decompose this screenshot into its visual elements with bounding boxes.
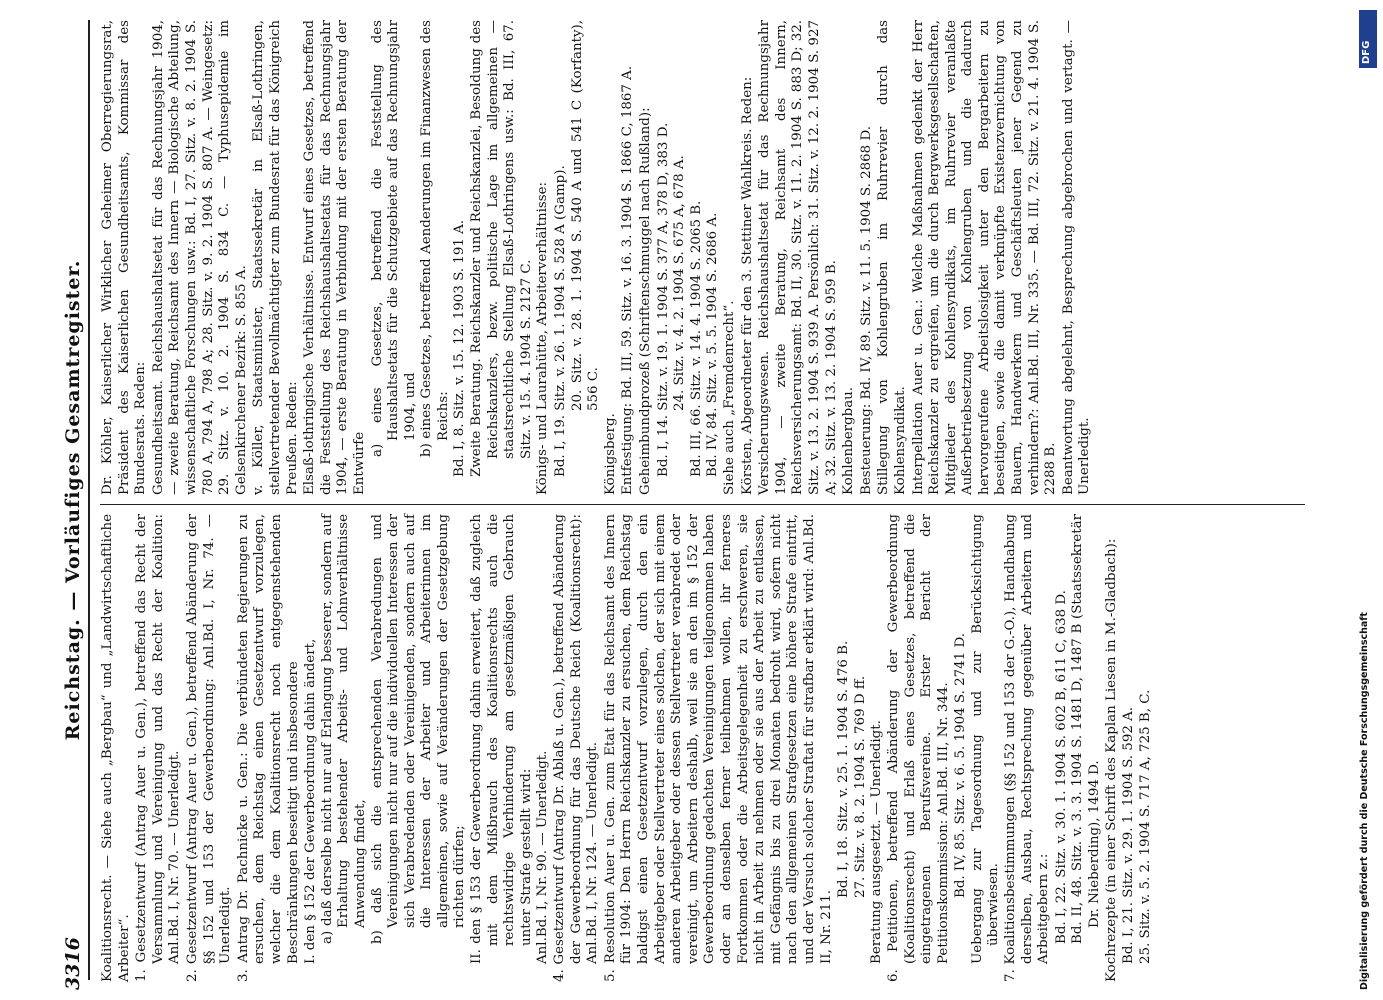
register-entry: Bd. II, 48. Sitz. v. 3. 3. 1904 S. 1481 D, 1487 B (Staatssekretär Dr. Nieberding), 1494 D. (1070, 514, 1103, 944)
digitization-note (1359, 10, 1375, 990)
register-entry: Siehe auch „Fremdenrecht“. (721, 300, 737, 495)
register-entry: Koalitionsrecht. — Siehe auch „Bergbau“ und „Landwirtschaftliche Arbeiter“. (100, 514, 132, 982)
register-entry: 3. Antrag Dr. Pachnicke u. Gen.: Die verbündeten Regierungen zu ersuchen, dem Reichstag einen Gesetzentwurf vorzulegen, welcher die dem Koalitionsrecht noch entgegenstehenden Beschränkungen beseitigt und insbesondere (235, 514, 301, 982)
register-entry: Entfestigung: Bd. III, 59. Sitz. v. 16. 3. 1904 S. 1866 C, 1867 A. (620, 65, 636, 495)
header-rule (88, 20, 90, 980)
register-entry: Körsten, Abgeordneter für den 3. Stettiner Wahlkreis. Reden: (739, 76, 755, 495)
register-entry: Bd. I, 14. Sitz. v. 19. 1. 1904 S. 377 A, 378 D, 383 D. (655, 122, 671, 477)
register-entry: Bd. I, 22. Sitz. v. 30. 1. 1904 S. 602 B, 611 C, 638 D. (1053, 590, 1069, 944)
register-entry: I. den § 152 der Gewerbeordnung dahin ändert, (303, 638, 319, 964)
register-entry: 7. Koalitionsbestimmungen (§§ 152 und 153 der G.-O.), Handhabung derselben, Ausbau, Rechtsprechung gegenüber Arbeitern und Arbeitgebern z.: (1003, 514, 1052, 982)
register-entry: Dr. Köhler, Kaiserlicher Wirklicher Geheimer Oberregierungsrat, Präsident des Kaiserlichen Gesundheitsamts, Kommissar des Bundesrats. Reden: (100, 20, 149, 495)
register-entry: Königsberg. (602, 413, 618, 495)
register-entry: a) daß derselbe nicht nur auf Erlangung besserer, sondern auf Erhaltung bestehender Arbeits- und Lohnverhältnisse Anwendung findet, (319, 514, 368, 944)
register-entry: Besteuerung: Bd. IV, 89. Sitz. v. 11. 5. 1904 S. 2868 D. (858, 126, 874, 495)
register-entry: 25. Sitz. v. 5. 2. 1904 S. 717 A, 725 B, C. (1137, 689, 1153, 964)
page-title: Reichstag. — Vorläufiges Gesamtregister. (62, 259, 84, 741)
register-entry: 24. Sitz. v. 4. 2. 1904 S. 675 A, 678 A. (672, 155, 688, 411)
register-entry: II. den § 153 der Gewerbeordnung dahin erweitert, daß zugleich mit dem Mißbrauch des Koalitionsrechts auch die rechtswidrige Verhinderung am gesetzmäßigen Gebrauch unter Strafe gestellt wird: (469, 514, 534, 964)
register-entry: 6. Petitionen, betreffend Abänderung der Gewerbeordnung (Koalitionsrecht) und Erlaß eines Gesetzes, betreffend die eingetragenen Berufsvereine. Erster Bericht der Petitionskommission: Anl.Bd. III, Nr. 344. (885, 514, 951, 982)
register-entry: 2. Gesetzentwurf (Antrag Auer u. Gen.), betreffend Abänderung der §§ 152 und 153 der Gewerbeordnung: Anl.Bd. I, Nr. 74. — Unerledigt. (184, 514, 234, 982)
register-entry: Bd. III, 66. Sitz. v. 14. 4. 1904 S. 2065 B. (688, 200, 704, 477)
register-entry: Kohlenbergbau. (841, 386, 857, 495)
register-entry: v. Köller, Staatsminister, Staatssekretär in Elsaß-Lothringen, stellvertretender Bevollmächtigter zum Bundesrat für das Königreich Preußen. Reden: (251, 20, 300, 495)
register-entry: 1. Gesetzentwurf (Antrag Auer u. Gen.), betreffend das Recht der Versammlung und Vereinigung und das Recht der Koalition: Anl.Bd. I, Nr. 70. — Unerledigt. (134, 514, 183, 982)
register-entry: a) eines Gesetzes, betreffend die Feststellung des Haushaltsetats für die Schutzgebiete auf das Rechnungsjahr 1904, und (369, 20, 418, 457)
register-entry: Königs- und Laurahütte, Arbeiterverhältnisse: (535, 181, 551, 495)
register-entry: 27. Sitz. v. 8. 2. 1904 S. 769 D ff. (852, 675, 868, 898)
register-entry: Stillegung von Kohlengruben im Ruhrrevier durch das Kohlensyndikat. (876, 20, 908, 495)
page-number: 3316 (62, 937, 84, 990)
register-entry: Bd. I, 19. Sitz. v. 26. 1. 1904 S. 528 A (Gamp). (553, 165, 569, 477)
register-entry: Interpellation Auer u. Gen.: Welche Maßnahmen gedenkt der Herr Reichskanzler zu ergreifen, um die durch Bergwerksgesellschaften, Mitglieder des Kohlensyndikats, im Ruhrrevier veranlaßte Außerbetriebsetzung von Kohlengruben und die dadurch hervorgerufene Arbeitslosigkeit unter den Bergarbeitern zu beseitigen, sowie die damit verknüpfte Existenzvernichtung von Bauern, Handwerkern und Geschäftsleuten jener Gegend zu verhindern?: Anl.Bd. III, Nr. 335. — Bd. III, 72. Sitz. v. 21. 4. 1904 S. 2288 B. (910, 20, 1059, 495)
register-entry: Anl.Bd. I, Nr. 90. — Unerledigt. (535, 750, 551, 964)
register-entry: 5. Resolution Auer u. Gen. zum Etat für das Reichsamt des Innern für 1904: Den Herrn Reichskanzler zu ersuchen, dem Reichstag baldigst einen Gesetzentwurf vorzulegen, durch den ein Arbeitgeber oder Stellvertreter eines solchen, der sich mit einem anderen Arbeitgeber oder dessen Stellvertreter verabredet oder vereinigt, um Arbeitern deshalb, weil sie an den im § 152 der Gewerbeordnung gedachten Vereinigungen teilgenommen haben oder an denselben ferner teilnehmen wollen, ihr ferneres Fortkommen oder die Arbeitsgelegenheit zu erschweren, sie nicht in Arbeit zu nehmen oder sie aus der Arbeit zu entlassen, mit Gefängnis bis zu drei Monaten bedroht wird, sofern nicht nach den allgemeinen Strafgesetzen eine höhere Strafe eintritt, und der Versuch solcher Straftat für strafbar erklärt wird: Anl.Bd. II, Nr. 211. (602, 514, 834, 982)
right-column (100, 20, 1300, 495)
dfg-logo (1359, 10, 1377, 68)
register-entry: 4. Gesetzentwurf (Antrag Dr. Ablaß u. Gen.), betreffend Abänderung der Gewerbeordnung für das Deutsche Reich (Koalitionsrecht): Anl.Bd. I, Nr. 124. — Unerledigt. (552, 514, 601, 982)
register-entry: b) eines Gesetzes, betreffend Aenderungen im Finanzwesen des Reichs: (419, 20, 451, 457)
register-entry: Zweite Beratung. Reichskanzler und Reichskanzlei, Besoldung des Reichskanzlers, bezw. politische Lage im allgemeinen — staatsrechtliche Stellung Elsaß-Lothringens usw.: Bd. III, 67. Sitz. v. 15. 4. 1904 S. 2127 C. (469, 20, 534, 477)
register-entry: Beantwortung abgelehnt, Besprechung abgebrochen und vertagt. — Unerledigt. (1060, 20, 1093, 495)
dfg-logo-text: DFG (1361, 40, 1372, 64)
left-column (100, 514, 1300, 982)
column-divider (100, 504, 1305, 505)
digitization-text: Digitalisierung gefördert durch die Deutsche Forschungsgemeinschaft (1359, 612, 1370, 990)
register-entry: Bd. I, 18. Sitz. v. 25. 1. 1904 S. 476 B. (836, 640, 852, 898)
register-entry: Beratung ausgesetzt. — Unerledigt. (869, 720, 885, 964)
register-entry: Gesundheitsamt. Reichshaushaltsetat für das Rechnungsjahr 1904, — zweite Beratung, Reichsamt des Innern — Biologische Abteilung, wissenschaftliche Forschungen usw.: Bd. I, 27. Sitz. v. 8. 2. 1904 S. 780 A, 794 A, 798 A; 28. Sitz. v. 9. 2. 1904 S. 807 A. — Weingesetz: 29. Sitz. v. 10. 2. 1904 S. 834 C. — Typhusepidemie im Gelsenkirchener Bezirk: S. 855 A. (150, 20, 249, 495)
register-entry: Kochrezepte (in einer Schrift des Kaplan Liesen in M.-Gladbach): (1103, 538, 1119, 982)
page-header (52, 10, 92, 990)
register-entry: Bd. I, 8. Sitz. v. 15. 12. 1903 S. 191 A. (452, 219, 468, 477)
register-entry: Geheimbundprozeß (Schriftenschmuggel nach Rußland): (638, 107, 653, 495)
register-entry: b) daß sich die entsprechenden Verabredungen und Vereinigungen nicht nur auf die individuellen Interessen der sich Verabredenden oder Vereinigenden, sondern auch auf die Interessen der Arbeiter und Arbeiterinnen im allgemeinen, sowie auf Veränderungen der Gesetzgebung richten dürfen; (369, 514, 468, 944)
register-entry: Bd. I, 21. Sitz. v. 29. 1. 1904 S. 592 A. (1121, 706, 1137, 964)
register-entry: 20. Sitz. v. 28. 1. 1904 S. 540 A und 541 C (Korfanty), 556 C. (569, 20, 602, 411)
register-entry: Versicherungswesen. Reichshaushaltsetat für das Rechnungsjahr 1904, — zweite Beratung, Reichsamt des Innern, Reichsversicherungsamt: Bd. II, 30. Sitz. v. 11. 2. 1904 S. 883 D; 32. Sitz. v. 13. 2. 1904 S. 939 A. Persönlich: 31. Sitz. v. 12. 2. 1904 S. 927 A; 32. Sitz. v. 13. 2. 1904 S. 959 B. (757, 20, 839, 495)
register-entry: Uebergang zur Tagesordnung und zur Berücksichtigung überwiesen. (969, 514, 1002, 964)
register-entry: Elsaß-lothringische Verhältnisse. Entwurf eines Gesetzes, betreffend die Feststellung des Reichshaushaltsetats für das Rechnungsjahr 1904, — erste Beratung in Verbindung mit der ersten Beratung der Entwürfe (302, 20, 367, 495)
register-entry: Bd. IV, 85. Sitz. v. 6. 5. 1904 S. 2741 D. (953, 633, 969, 898)
register-entry: Bd. IV, 84. Sitz. v. 5. 5. 1904 S. 2686 A. (705, 212, 721, 477)
